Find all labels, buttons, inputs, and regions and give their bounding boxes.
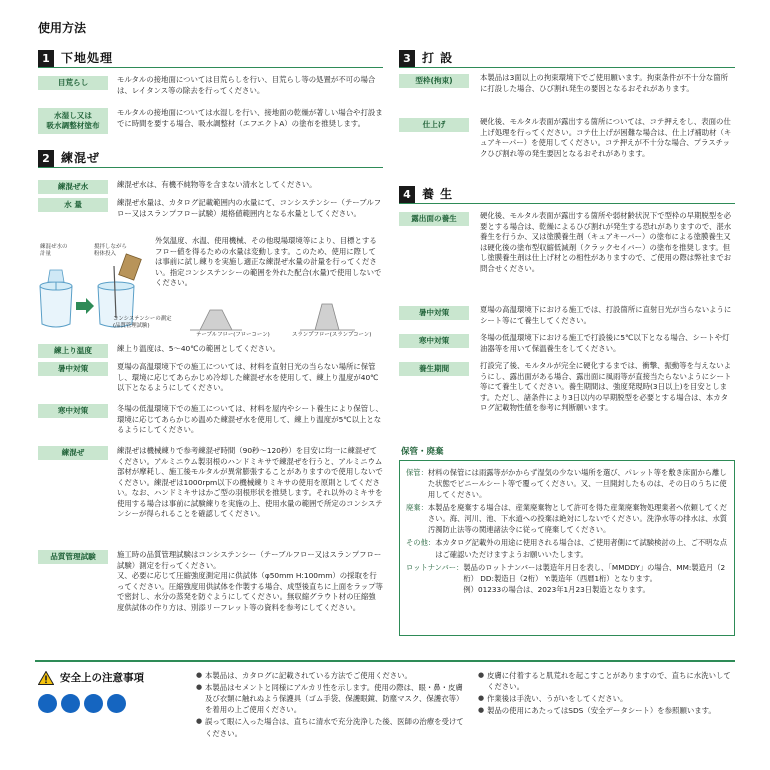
safety-item: ● 作業後は手洗い、うがいをしてください。 (478, 694, 628, 704)
storage-text: 本カタログ記載外の用途に使用される場合は、ご使用者側にて試験検討の上、ご不明な点はご確認いただけますようお願いいたします。 (435, 538, 728, 559)
page-title: 使用方法 (38, 21, 87, 35)
protective-clothing-icon (107, 694, 126, 713)
storage-title: 保管・廃棄 (401, 447, 444, 457)
safety-title-text: 安全上の注意事項 (60, 672, 144, 684)
text-shiage: 硬化後、モルタル表面が露出する箇所については、コテ押えをし、表面の仕上げ処理を行ってください。コテ仕上げが困難な場合は、仕上げ補助材（キュアキーパー）を使用してください。コテ押えが不十分な場合、プラスチックひび割れ等の発生要因となるおそれがあります。 (480, 117, 732, 158)
label-shochu-4: 暑中対策 (399, 306, 469, 320)
section-header-3 (399, 50, 735, 68)
label-roshutsu: 露出面の養生 (399, 212, 469, 226)
storage-text: 本製品を廃棄する場合は、産業廃棄物として許可を得た産業廃棄物処理業者へ依頼してください。海、河川、池、下水道への投棄は絶対にしないでください。洗浄水等の排水は、水質汚濁防止法等の関連諸法令に従って廃棄してください。 (427, 503, 728, 535)
section-title: 練混ぜ (61, 150, 101, 165)
mix-note: 外気温度、水温、使用機械、その他現場環境等により、目標とするフロー値を得るための水量は変動します。このため、使用に際しては事前に試し練りを実施し適正な練混ぜ水量の計量を行ってください。指定コンシステンシーの範囲を外れた配合(水量)で使用しないでください。 (155, 236, 382, 288)
ppe-icons (38, 694, 126, 713)
section-title: 打 設 (422, 50, 454, 65)
section-number: 1 (38, 50, 54, 67)
safety-item: ● 皮膚に付着すると肌荒れを起こすことがありますので、直ちに水洗いしてください。 (478, 671, 731, 692)
section-title: 養 生 (422, 186, 454, 201)
section-header-4 (399, 186, 735, 204)
gloves-icon (84, 694, 103, 713)
safety-title (38, 671, 144, 686)
storage-row (406, 467, 728, 500)
label-suiryo: 水 量 (38, 198, 108, 212)
text-suiryo: 練混ぜ水量は、カタログ記載範囲内の水量にて、コンシステンシー（テーブルフロー又はスランプフロー試験）規格値範囲内となる水量としてください。 (117, 198, 382, 218)
text-neriagari: 練上り温度は、5～40℃の範囲としてください。 (117, 344, 280, 353)
text-shochu-4: 夏場の高温環境下における施工では、打設箇所に直射日光が当らないようにシート等にて養生してください。 (480, 305, 732, 325)
storage-row (406, 502, 728, 535)
label-shiage: 仕上げ (399, 118, 469, 132)
text-roshutsu: 硬化後、モルタル表面が露出する箇所や弱材齢状況下で型枠の早期脱型を必要とする場合は、乾燥によるひび割れが発生する恐れがありますので、湛水養生を行うか、又は塗膜養生剤（キュアキーパー）の塗布による塗膜養生又は硬化後の塗布型収縮低減剤（クラックセイバー）の塗布を推奨します。但し塗膜養生剤は仕上げ材との相性がありますので、ご使用の際は弊社までお問合せください。 (480, 211, 732, 273)
label-katawaku: 型枠(拘束) (399, 74, 469, 88)
arrow-right-icon (76, 298, 94, 314)
mask-icon (61, 694, 80, 713)
section-header-1 (38, 50, 383, 68)
label-nerimaze: 練混ぜ (38, 446, 108, 460)
table-flow-label: テーブルフロー(フローコーン) (196, 332, 270, 338)
label-yojo-kikan: 養生期間 (399, 362, 469, 376)
text-nerimaze: 練混ぜは機械練りで参考練混ぜ時間（90秒～120秒）を目安に均一に練混ぜてください。アルミニウム製羽根のハンドミキサで練混ぜを行うと、アルミニウム部材が摩耗し、施工後モルタルが異常膨張することがありますので使用しないでください。練混ぜは1000rpm以下の機械練りミキサの使用を原則としてください。なお、ハンドミキサはかご型の羽根形状を推奨します。それ以外のミキサを使用する場合は事前に試験練りを実施の上、使用水量の範囲で所定のコンシステンシーが得られることを確認してください。 (117, 446, 383, 519)
text-shochu-2: 夏場の高温環境下での施工については、材料を直射日光の当らない場所に保管し、環境に応じてあらかじめ冷却した練混ぜ水を使用して、練上り温度が40℃以下となるようにしてください。 (117, 362, 379, 393)
storage-key: 保管： (406, 468, 428, 477)
text-katawaku: 本製品は3面以上の拘束環境下でご使用願います。拘束条件が不十分な箇所に打設した場合、ひび割れ発生の要因となるおそれがあります。 (480, 73, 729, 93)
label-neriagari: 練上り温度 (38, 344, 108, 358)
warning-icon (38, 671, 54, 685)
figure-label-water: 練混ぜ水の 計量 (40, 244, 68, 257)
text-kanchu-2: 冬場の低温環境下での施工については、材料を屋内やシート養生により保管し、環境に応じてあらかじめ温めた練混ぜ水を使用して、練上り温度が5℃以上となるようにしてください。 (117, 404, 383, 435)
section-number: 2 (38, 150, 54, 167)
text-kanchu-4: 冬場の低温環境下における施工で打設後に5℃以下となる場合、シートや灯油器等を用いて保温養生をしてください。 (480, 333, 730, 353)
section-header-2 (38, 150, 383, 168)
goggles-icon (38, 694, 57, 713)
safety-item: ● 誤って眼に入った場合は、直ちに清水で充分洗浄した後、医師の治療を受けてください。 (196, 717, 464, 738)
storage-row (406, 537, 728, 559)
storage-row (406, 562, 728, 595)
storage-text: 製品のロットナンバーは製造年月日を表し、「MMDDY」の場合、MM:製造月（2桁） DD:製造日（2桁） Y:製造年（西暦1桁）となります。 例）01233の場合は、2023年1月23日製造となります。 (463, 562, 726, 594)
safety-col-2 (478, 670, 735, 717)
safety-divider (35, 660, 735, 662)
safety-col-1 (196, 670, 464, 740)
text-yojo-kikan: 打設完了後、モルタルが完全に硬化するまでは、衝撃、振動等を与えないようにし、露出面がある場合、露出面に風雨等が直接当たらないようにシート等にて養生してください。養生期間は、強度発現時(3日以上)を目安とします。ただし、諸条件により3日以内の早期脱型を必要とする場合は、本カタログ記載物性値を参考に判断願います。 (480, 361, 732, 413)
storage-key: その他： (406, 538, 436, 548)
water-bucket-icon (40, 270, 72, 327)
section-title: 下地処理 (61, 50, 114, 65)
section-number: 3 (399, 50, 415, 67)
label-kanchu-2: 寒中対策 (38, 404, 108, 418)
label-kanchu-4: 寒中対策 (399, 334, 469, 348)
slump-flow-label: スランプフロー(スランプコーン) (292, 332, 372, 338)
storage-key: 廃棄： (406, 503, 428, 513)
label-meara: 目荒らし (38, 76, 108, 90)
text-nerimaze-mizu: 練混ぜ水は、有機不純物等を含まない清水としてください。 (117, 180, 317, 189)
storage-text: 材料の保管には雨露等がかからず湿気の少ない場所を選び、パレット等を敷き床面から離した状態でビニールシート等で覆ってください。又、一旦開封したものは、その日のうちに使用してください。 (427, 468, 727, 500)
text-mizushimeshi: モルタルの接地面については水湿しを行い、接地面の乾燥が著しい場合や打設までに時間を要する場合、吸水調整材（エフエクトA）の塗布を推奨します。 (117, 108, 383, 128)
consistency-label: コンシステンシーの測定 (品質管理試験) (113, 316, 172, 330)
label-mizushimeshi: 水湿し又は 吸水調整材塗布 (38, 108, 108, 134)
label-hinshitsu: 品質管理試験 (38, 550, 108, 564)
text-meara: モルタルの接地面については目荒らしを行い、目荒らし等の処置が不可の場合は、レイタンス等の除去を行ってください。 (117, 75, 376, 95)
safety-item: ● 本製品は、カタログに記載されている方法でご使用ください。 (196, 671, 412, 680)
safety-item: ● 本製品はセメントと同様にアルカリ性を示します。使用の際は、眼・鼻・皮膚及び衣類に触れぬよう保護具（ゴム手袋、保護眼鏡、防塵マスク、保護衣等）を着用の上ご使用ください。 (196, 683, 464, 715)
slump-cone-icon (315, 304, 339, 330)
label-nerimaze-mizu: 練混ぜ水 (38, 180, 108, 194)
safety-item: ● 製品の使用にあたってはSDS（安全データシート）を参照願います。 (478, 706, 716, 716)
text-hinshitsu: 施工時の品質管理試験はコンシステンシー（テーブルフロー又はスランプフロー試験）測定を行ってください。 又、必要に応じて圧縮強度測定用に供試体（φ50mm H:100mm）の採取を行ってください。圧縮強度用供試体を作製する場合、成型後直ちに上面をラップ等で密封し、水分の蒸発を防ぐようにしてください。無収縮グラウト材の圧縮強度供試体の作り方は、別添リーフレット等の資料を参考にしてください。 (117, 550, 383, 612)
storage-box (399, 460, 735, 636)
section-number: 4 (399, 186, 415, 203)
figure-label-powder: 撹拌しながら 粉体投入 (94, 244, 128, 257)
flow-cone-icon (200, 310, 232, 330)
storage-key: ロットナンバー： (406, 562, 464, 572)
label-shochu-2: 暑中対策 (38, 362, 108, 376)
